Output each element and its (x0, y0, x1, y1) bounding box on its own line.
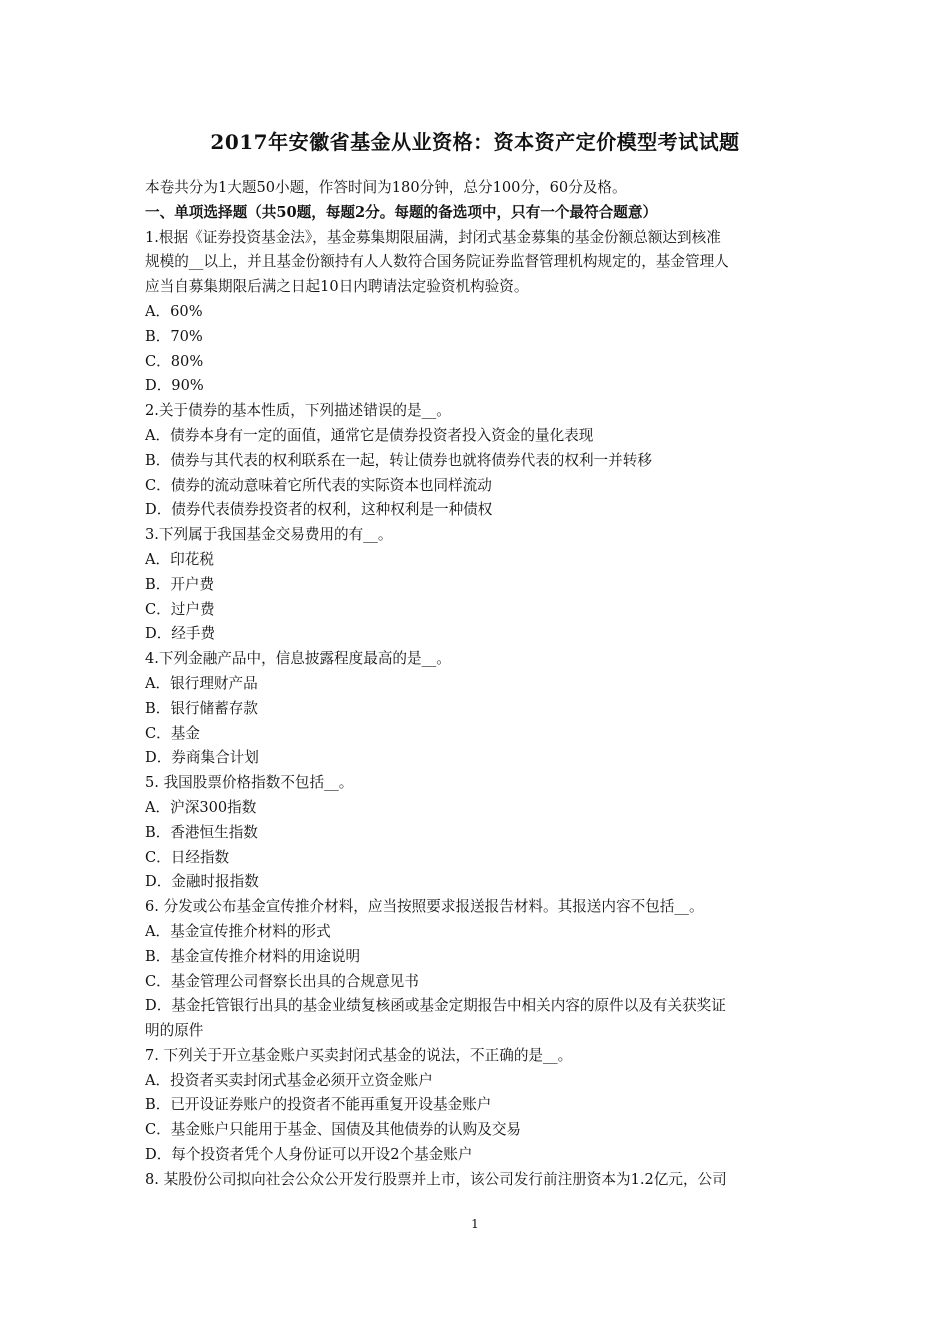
text-line: C．债券的流动意味着它所代表的实际资本也同样流动 (145, 476, 492, 494)
text-line: 5. 我国股票价格指数不包括__。 (145, 774, 354, 792)
section-heading: 一、单项选择题（共50题，每题2分。每题的备选项中，只有一个最符合题意） (145, 203, 658, 221)
text-line: B．已开设证券账户的投资者不能再重复开设基金账户 (145, 1096, 492, 1114)
text-line: 3.下列属于我国基金交易费用的有__。 (145, 526, 393, 544)
text-line: D．经手费 (145, 625, 216, 643)
text-line: B．银行储蓄存款 (145, 699, 258, 717)
text-line: A．银行理财产品 (145, 674, 258, 692)
text-line: A．债券本身有一定的面值，通常它是债券投资者投入资金的量化表现 (145, 426, 594, 444)
text-line: 8. 某股份公司拟向社会公众公开发行股票并上市，该公司发行前注册资本为1.2亿元，公司 (145, 1170, 727, 1188)
text-line: A．基金宣传推介材料的形式 (145, 922, 331, 940)
page-title: 2017年安徽省基金从业资格：资本资产定价模型考试试题 (210, 130, 740, 154)
text-line: 7. 下列关于开立基金账户买卖封闭式基金的说法，不正确的是__。 (145, 1046, 573, 1064)
text-line: D．券商集合计划 (145, 749, 259, 767)
text-line: 6. 分发或公布基金宣传推介材料，应当按照要求报送报告材料。其报送内容不包括__。 (145, 898, 704, 916)
text-line: D．金融时报指数 (145, 873, 259, 891)
text-line: C．基金账户只能用于基金、国债及其他债券的认购及交易 (145, 1121, 522, 1139)
question-list (145, 226, 815, 1193)
text-line: 4.下列金融产品中，信息披露程度最高的是__。 (145, 650, 451, 668)
text-line: C．过户费 (145, 600, 215, 618)
text-line: C．日经指数 (145, 848, 230, 866)
text-line: 2.关于债券的基本性质，下列描述错误的是__。 (145, 402, 451, 420)
text-line: A．投资者买卖封闭式基金必须开立资金账户 (145, 1071, 433, 1089)
text-line: 1.根据《证券投资基金法》，基金募集期限届满，封闭式基金募集的基金份额总额达到核准 (145, 228, 721, 246)
text-line: A．沪深300指数 (145, 798, 257, 816)
text-line: C．基金管理公司督察长出具的合规意见书 (145, 972, 419, 990)
text-line: D．90% (145, 377, 204, 395)
text-line: C．基金 (145, 724, 200, 742)
text-line: A．印花税 (145, 550, 214, 568)
text-line: 应当自募集期限后满之日起10日内聘请法定验资机构验资。 (145, 278, 529, 296)
text-line: D．债券代表债券投资者的权利，这种权利是一种债权 (145, 501, 493, 519)
document-body (145, 176, 815, 1193)
text-line: B．债券与其代表的权利联系在一起，转让债券也就将债券代表的权利一并转移 (145, 451, 652, 469)
text-line: 规模的__以上，并且基金份额持有人人数符合国务院证券监督管理机构规定的，基金管理人 (145, 253, 729, 271)
text-line: B．开户费 (145, 575, 215, 593)
text-line: 明的原件 (145, 1022, 204, 1040)
text-line: A．60% (145, 302, 203, 320)
text-line: D．基金托管银行出具的基金业绩复核函或基金定期报告中相关内容的原件以及有关获奖证 (145, 997, 726, 1015)
exam-intro: 本卷共分为1大题50小题，作答时间为180分钟，总分100分，60分及格。 (145, 179, 627, 196)
text-line: B．香港恒生指数 (145, 823, 258, 841)
text-line: B．70% (145, 327, 203, 345)
text-line: B．基金宣传推介材料的用途说明 (145, 947, 361, 965)
text-line: C．80% (145, 352, 204, 370)
page-number: 1 (471, 1217, 479, 1231)
text-line: D．每个投资者凭个人身份证可以开设2个基金账户 (145, 1146, 473, 1164)
